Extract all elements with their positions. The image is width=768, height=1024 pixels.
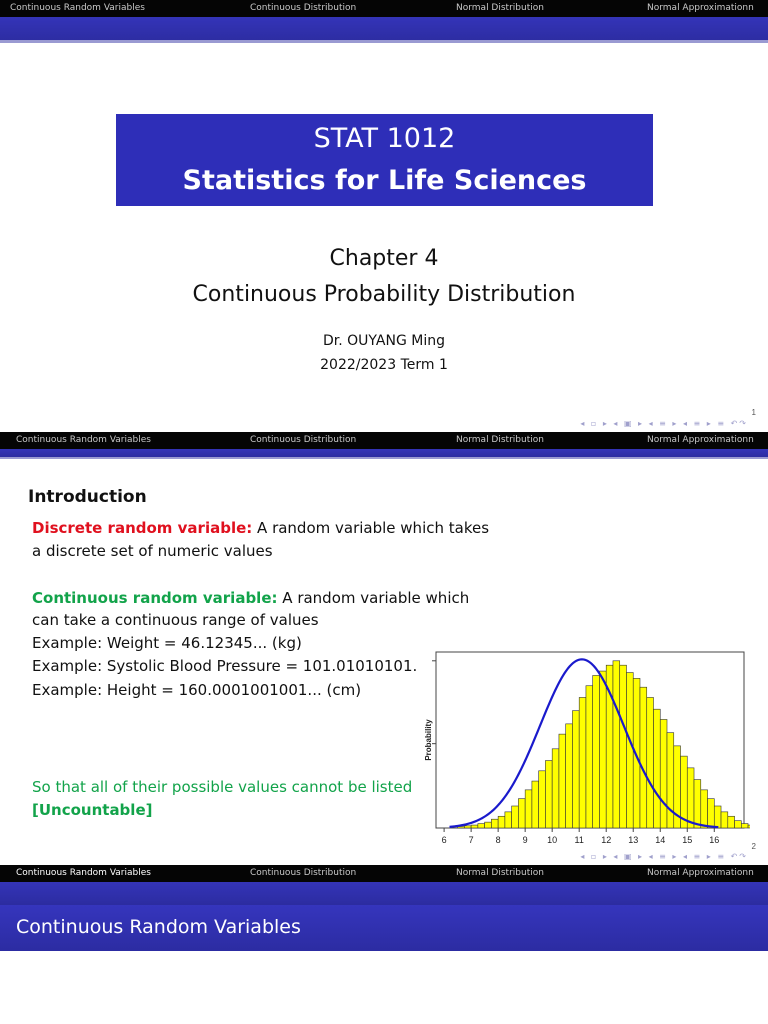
example-blood-pressure: Example: Systolic Blood Pressure = 101.01010101.	[32, 657, 418, 675]
x-tick-label: 7	[468, 835, 474, 845]
histogram-bar	[741, 824, 748, 828]
histogram-bar	[620, 665, 627, 828]
histogram-chart	[420, 648, 750, 848]
histogram-bar	[532, 781, 539, 828]
example-weight: Example: Weight = 46.12345... (kg)	[32, 634, 302, 652]
continuous-label: Continuous random variable:	[32, 589, 278, 607]
histogram-bar	[464, 826, 471, 828]
slide2-stripe	[0, 449, 768, 457]
x-tick-label: 10	[547, 835, 558, 845]
nav-item-nd[interactable]: Normal Distribution	[456, 868, 544, 878]
histogram-bar	[653, 709, 660, 828]
nav-item-cd[interactable]: Continuous Distribution	[250, 3, 357, 13]
histogram-bar	[593, 675, 600, 828]
histogram-bar	[694, 780, 701, 828]
histogram-bar	[586, 686, 593, 828]
nav-item-nd[interactable]: Normal Distribution	[456, 3, 544, 13]
top-navbar	[0, 0, 768, 17]
histogram-bar	[525, 790, 532, 828]
histogram-bar	[539, 771, 546, 828]
continuous-text: A random variable which	[277, 589, 470, 607]
histogram-bar	[647, 697, 654, 828]
histogram-bar	[714, 806, 721, 828]
author-name: Dr. OUYANG Ming	[323, 333, 445, 349]
histogram-bar	[579, 697, 586, 828]
nav-item-cd[interactable]: Continuous Distribution	[250, 435, 357, 445]
histogram-svg	[420, 648, 750, 848]
beamer-nav-controls-1[interactable]: ◂ ▫ ▸ ◂ ▣ ▸ ◂ ≡ ▸ ◂ ≡ ▸ ≡ ↶↷	[580, 419, 748, 428]
histogram-bar	[485, 822, 492, 828]
histogram-bar	[498, 816, 505, 828]
page-number-1: 1	[751, 408, 756, 417]
discrete-definition	[32, 519, 489, 537]
histogram-bar	[626, 673, 633, 828]
x-tick-label: 15	[682, 835, 693, 845]
x-tick-label: 11	[574, 835, 584, 845]
histogram-bar	[552, 749, 559, 828]
slide3-stripe	[0, 882, 768, 905]
histogram-bar	[572, 711, 579, 828]
histogram-bar	[640, 687, 647, 828]
x-tick-label: 9	[522, 835, 528, 845]
histogram-bar	[559, 734, 566, 828]
slide2-navbar	[0, 432, 768, 449]
term-label: 2022/2023 Term 1	[320, 357, 448, 373]
nav-item-nd[interactable]: Normal Distribution	[456, 435, 544, 445]
slide-heading: Introduction	[28, 487, 147, 507]
x-tick-label: 13	[628, 835, 639, 845]
discrete-definition-cont: a discrete set of numeric values	[32, 542, 273, 560]
histogram-bar	[512, 806, 519, 828]
example-height: Example: Height = 160.0001001001... (cm)	[32, 681, 362, 699]
nav-item-na[interactable]: Normal Approximationn	[647, 435, 754, 445]
histogram-bar	[721, 812, 728, 828]
nav-item-na[interactable]: Normal Approximationn	[647, 868, 754, 878]
nav-item-cd[interactable]: Continuous Distribution	[250, 868, 357, 878]
discrete-text: A random variable which takes	[252, 519, 490, 537]
x-tick-label: 6	[441, 835, 447, 845]
nav-item-na[interactable]: Normal Approximationn	[647, 3, 754, 13]
course-title: Statistics for Life Sciences	[182, 165, 587, 196]
histogram-bar	[545, 761, 552, 828]
nav-item-crv[interactable]: Continuous Random Variables	[10, 3, 145, 13]
histogram-bar	[687, 768, 694, 828]
x-tick-label: 12	[601, 835, 612, 845]
histogram-bar	[566, 724, 573, 828]
histogram-bar	[471, 825, 478, 828]
continuous-definition-cont: can take a continuous range of values	[32, 611, 319, 629]
histogram-bar	[667, 733, 674, 828]
page-number-2: 2	[751, 842, 756, 851]
nav-item-crv[interactable]: Continuous Random Variables	[16, 435, 151, 445]
beamer-nav-controls-2[interactable]: ◂ ▫ ▸ ◂ ▣ ▸ ◂ ≡ ▸ ◂ ≡ ▸ ≡ ↶↷	[580, 852, 748, 861]
histogram-bar	[518, 799, 525, 828]
histogram-bar	[491, 819, 498, 828]
histogram-bar	[599, 671, 606, 828]
histogram-bar	[735, 821, 742, 828]
histogram-bar	[708, 799, 715, 828]
nav-item-crv-active[interactable]: Continuous Random Variables	[16, 868, 151, 878]
uncountable-statement: So that all of their possible values cannot be listed	[32, 778, 413, 796]
discrete-label: Discrete random variable:	[32, 519, 253, 537]
histogram-bar	[748, 825, 750, 828]
x-tick-label: 16	[709, 835, 720, 845]
slide3-navbar	[0, 865, 768, 882]
section-title: Continuous Random Variables	[0, 905, 768, 951]
header-stripe-line	[0, 40, 768, 43]
uncountable-tag: [Uncountable]	[32, 801, 153, 819]
histogram-bar	[478, 824, 485, 828]
course-code: STAT 1012	[313, 123, 456, 154]
chapter-number: Chapter 4	[329, 246, 439, 271]
chapter-title: Continuous Probability Distribution	[192, 282, 576, 307]
continuous-definition	[32, 589, 469, 607]
histogram-bar	[660, 719, 667, 828]
histogram-bar	[505, 812, 512, 828]
histogram-bar	[728, 816, 735, 828]
title-box	[116, 114, 653, 206]
histogram-bar	[613, 661, 620, 828]
x-tick-label: 8	[495, 835, 501, 845]
histogram-bar	[701, 790, 708, 828]
slide2-stripe-line	[0, 457, 768, 459]
y-axis-label: Probability	[424, 719, 433, 761]
x-tick-label: 14	[655, 835, 666, 845]
